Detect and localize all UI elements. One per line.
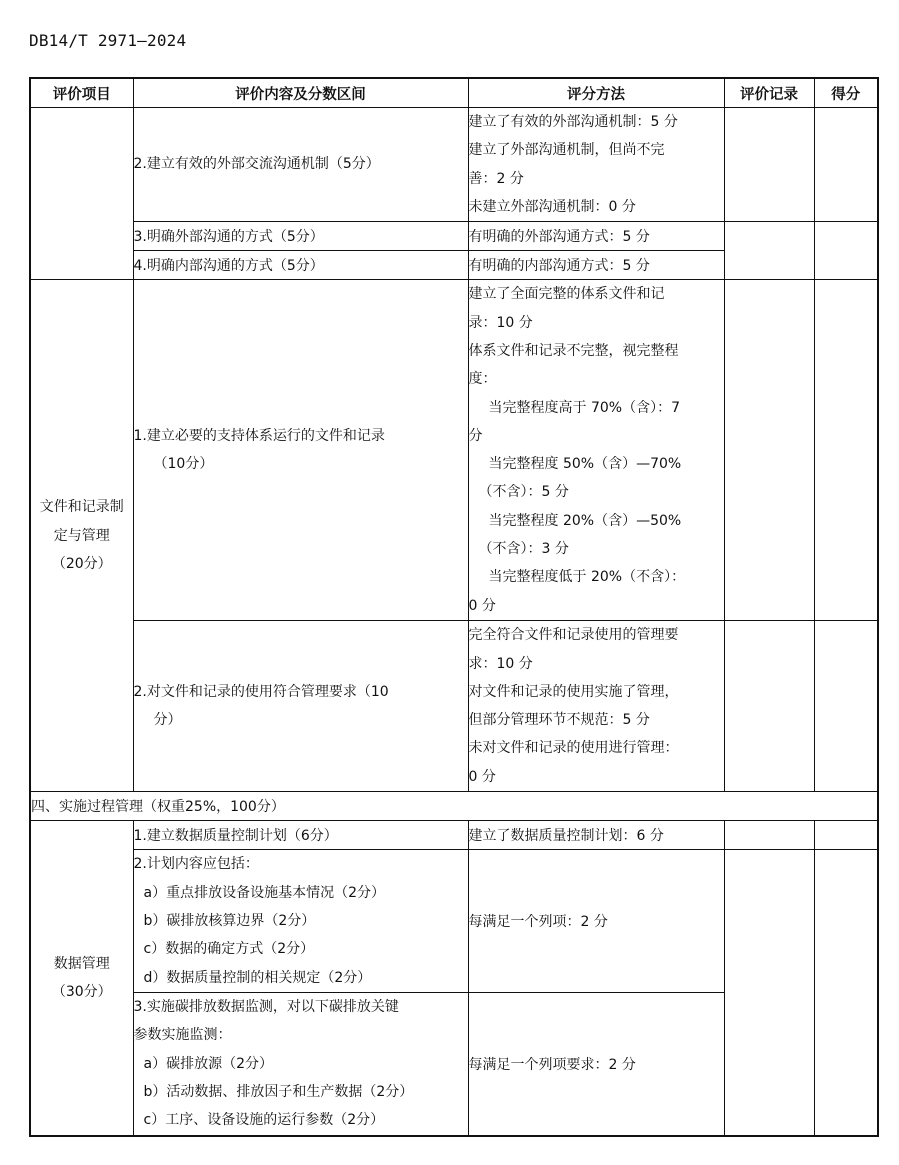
method-cell: 建立了数据质量控制计划：6 分 xyxy=(468,821,724,850)
score-cell xyxy=(814,850,878,1136)
record-cell xyxy=(724,222,814,280)
table-row xyxy=(30,821,878,850)
item-cell-documents: 文件和记录制 定与管理 （20分） xyxy=(30,280,133,792)
method-cell: 每满足一个列项要求：2 分 xyxy=(468,993,724,1136)
method-cell: 有明确的外部沟通方式：5 分 xyxy=(468,222,724,251)
record-cell xyxy=(724,108,814,222)
table-header-row xyxy=(30,78,878,108)
method-cell: 每满足一个列项：2 分 xyxy=(468,850,724,993)
method-cell: 完全符合文件和记录使用的管理要 求：10 分 对文件和记录的使用实施了管理， 但部分管理环节不规范：5 分 未对文件和记录的使用进行管理： 0 分 xyxy=(468,621,724,792)
score-cell xyxy=(814,222,878,280)
content-cell: 1.建立数据质量控制计划（6分） xyxy=(133,821,468,850)
record-cell xyxy=(724,280,814,621)
evaluation-table xyxy=(29,77,879,1137)
score-cell xyxy=(814,621,878,792)
record-cell xyxy=(724,621,814,792)
table-row xyxy=(30,280,878,621)
section-heading: 四、实施过程管理（权重25%，100分） xyxy=(30,792,878,821)
col-header-score: 得分 xyxy=(814,78,878,108)
record-cell xyxy=(724,850,814,1136)
document-code: DB14/T 2971—2024 xyxy=(29,31,187,50)
record-cell xyxy=(724,821,814,850)
score-cell xyxy=(814,821,878,850)
content-cell: 2.建立有效的外部交流沟通机制（5分） xyxy=(133,108,468,222)
table-row xyxy=(30,850,878,993)
score-cell xyxy=(814,108,878,222)
method-cell: 建立了全面完整的体系文件和记 录：10 分 体系文件和记录不完整，视完整程 度： 当完整程度高于 70%（含）：7 分 当完整程度 50%（含）—70% （不含）：5 分 当完整程度 20%（含）—50% （不含）：3 分 当完整程度低于 20%（不含）： 0 分 xyxy=(468,280,724,621)
col-header-item: 评价项目 xyxy=(30,78,133,108)
content-cell: 3.明确外部沟通的方式（5分） xyxy=(133,222,468,251)
content-cell: 2.计划内容应包括： a）重点排放设备设施基本情况（2分） b）碳排放核算边界（2分） c）数据的确定方式（2分） d）数据质量控制的相关规定（2分） xyxy=(133,850,468,993)
col-header-content: 评价内容及分数区间 xyxy=(133,78,468,108)
content-cell: 3.实施碳排放数据监测，对以下碳排放关键 参数实施监测： a）碳排放源（2分） b）活动数据、排放因子和生产数据（2分） c）工序、设备设施的运行参数（2分） xyxy=(133,993,468,1136)
content-cell: 4.明确内部沟通的方式（5分） xyxy=(133,251,468,280)
table-row xyxy=(30,108,878,222)
col-header-record: 评价记录 xyxy=(724,78,814,108)
score-cell xyxy=(814,280,878,621)
section-heading-row xyxy=(30,792,878,821)
col-header-method: 评分方法 xyxy=(468,78,724,108)
table-row xyxy=(30,222,878,251)
content-cell: 2.对文件和记录的使用符合管理要求（10 分） xyxy=(133,621,468,792)
item-cell-data-management: 数据管理 （30分） xyxy=(30,821,133,1136)
method-cell: 有明确的内部沟通方式：5 分 xyxy=(468,251,724,280)
item-cell-communication xyxy=(30,108,133,280)
method-cell: 建立了有效的外部沟通机制：5 分 建立了外部沟通机制，但尚不完 善：2 分 未建立外部沟通机制：0 分 xyxy=(468,108,724,222)
table-row xyxy=(30,621,878,792)
content-cell: 1.建立必要的支持体系运行的文件和记录 （10分） xyxy=(133,280,468,621)
